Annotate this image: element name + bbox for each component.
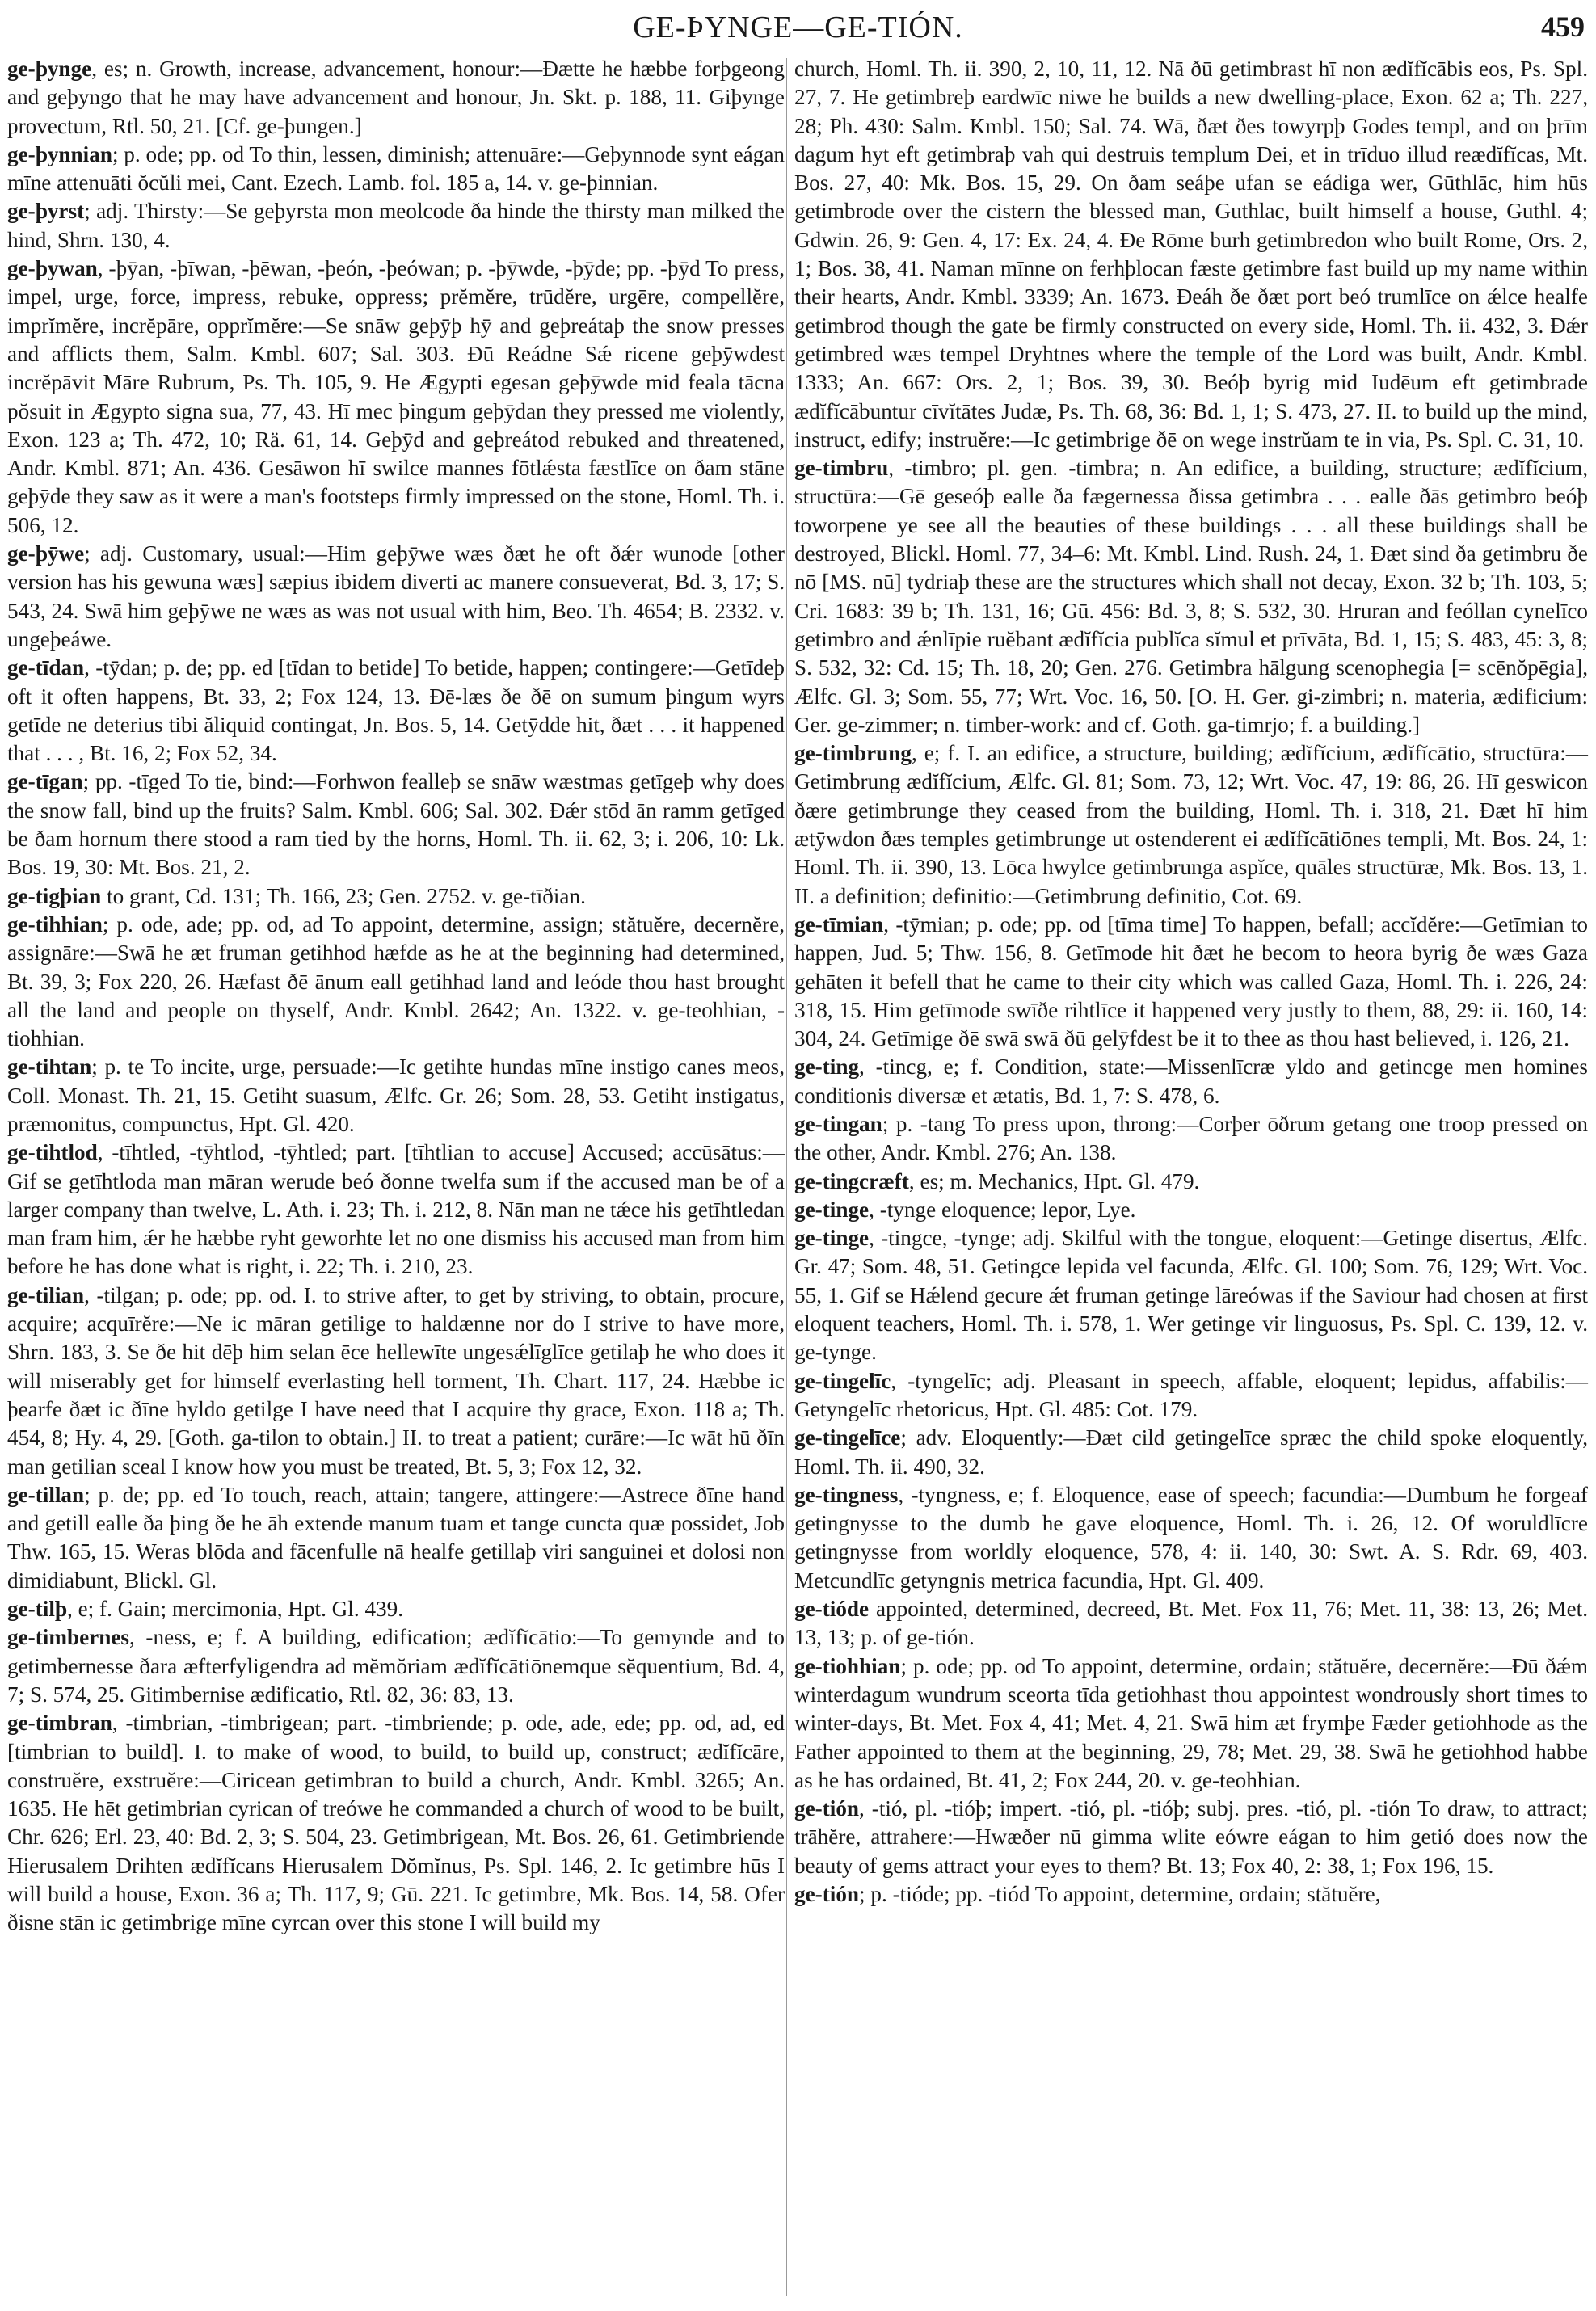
entry-headword: ge-tióde: [794, 1597, 870, 1622]
dictionary-entry: [794, 1424, 1588, 1481]
entry-headword: ge-timbran: [7, 1711, 112, 1736]
entry-definition: , -timbro; pl. gen. -timbra; n. An edifice, a building, structure; ædĭfĭcium, structūra:—Gē geseóþ ealle ða fægernessa ðissa getimbra . . . ealle ðās getimbro beóþ toworpene ye see all the beauties of these buildings . . . all these buildings shall be destroyed, Blickl. Homl. 77, 34–6: Mt. Kmbl. Lind. Rush. 24, 1. Ðæt sind ða getimbru ðe nō [MS. nū] tydriaþ these are the structures which shall not decay, Exon. 32 b; Th. 103, 5; Cri. 1683: 39 b; Th. 131, 16; Gū. 456: Bd. 3, 8; S. 532, 30. Hruran and feóllan cynelīco getimbro and ǽnlīpie ruĕbant ædĭfĭcia publĭca sĭmul et prīvāta, Bd. 1, 15; S. 483, 45: 3, 8; S. 532, 32: Cd. 15; Th. 18, 20; Gen. 276. Getimbra hālgung scenophegia [= scēnŏpēgia], Ælfc. Gl. 3; Som. 55, 77; Wrt. Voc. 16, 50. [O. H. Ger. gi-zimbri; n. materia, ædificium: Ger. ge-zimmer; n. timber-work: and cf. Goth. ga-timrjo; f. a building.]: [794, 456, 1588, 737]
dictionary-entry: [794, 739, 1588, 911]
entry-headword: ge-tihhian: [7, 911, 103, 937]
entry-definition: , -tynge eloquence; lepor, Lye.: [869, 1197, 1136, 1222]
entry-headword: ge-tilþ: [7, 1597, 67, 1622]
page-number: 459: [1541, 11, 1585, 43]
dictionary-entry: [7, 882, 785, 911]
entry-headword: ge-þȳwe: [7, 541, 85, 566]
entry-definition: ; p. ode; pp. od To thin, lessen, diminish; attenuāre:—Geþynnode synt eágan mīne attenuāti ŏcŭli mei, Cant. Ezech. Lamb. fol. 185 a, 14. v. ge-þinnian.: [7, 141, 785, 196]
dictionary-entry: [794, 1196, 1588, 1224]
entry-definition: ; pp. -tīged To tie, bind:—Forhwon fealleþ se snāw wæstmas getīgeþ why does the snow fall, bind up the fruits? Salm. Kmbl. 606; Sal. 302. Ðǽr stōd ān ramm getīged be ðam hornum there stood a ram tied by the horns, Homl. Th. ii. 62, 3; i. 206, 10: Lk. Bos. 19, 30: Mt. Bos. 21, 2.: [7, 769, 785, 880]
entry-headword: ge-tingelīce: [794, 1425, 901, 1450]
entry-definition: ; p. te To incite, urge, persuade:—Ic getihte hundas mīne instigo canes meos, Coll. Monast. Th. 21, 15. Getiht suasum, Ælfc. Gr. 26; Som. 28, 53. Getiht instigatus, præmonitus, compunctus, Hpt. Gl. 420.: [7, 1054, 785, 1136]
dictionary-entry: [7, 255, 785, 540]
dictionary-entry: [794, 911, 1588, 1053]
entry-headword: ge-þywan: [7, 256, 98, 281]
dictionary-entry: [794, 1110, 1588, 1168]
entry-definition: ; p. -tang To press upon, throng:—Corþer ōðrum getang one troop pressed on the other, Andr. Kmbl. 276; An. 138.: [794, 1111, 1588, 1165]
entry-definition: ; adj. Customary, usual:—Him geþȳwe wæs ðæt he oft ðǽr wunode [other version has his gewuna wæs] sæpius ibidem diverti ac manere consueverat, Bd. 3, 17; S. 543, 24. Swā him geþȳwe ne wæs as was not usual with him, Beo. Th. 4654; B. 2332. v. ungeþeáwe.: [7, 541, 785, 651]
entry-headword: ge-tingness: [794, 1482, 899, 1507]
dictionary-entry: [7, 55, 785, 141]
entry-headword: ge-tilian: [7, 1282, 85, 1307]
entry-definition: , -tingce, -tynge; adj. Skilful with the tongue, eloquent:—Getinge disertus, Ælfc. Gr. 47; Som. 48, 51. Getingce lepida vel facunda, Ælfc. Gl. 100; Som. 76, 129; Wrt. Voc. 55, 1. Gif se Hǽlend gecure ǽt fruman getinge lāreówas if the Saviour had chosen at first eloquent teachers, Homl. Th. i. 578, 1. Wer getinge vir linguosus, Ps. Spl. C. 139, 12. v. ge-tynge.: [794, 1226, 1588, 1365]
dictionary-entry: [794, 1795, 1588, 1880]
entry-definition: church, Homl. Th. ii. 390, 2, 10, 11, 12. Nā ðū getimbrast hī non ædĭfĭcābis eos, Ps. Spl. 27, 7. He getimbreþ eardwīc niwe he builds a new dwelling-place, Exon. 62 a; Th. 227, 28; Ph. 430: Salm. Kmbl. 150; Sal. 74. Wā, ðæt ðes towyrpþ Godes templ, and on þrīm dagum hyt eft getimbraþ vah qui destruis templum Dei, et in trīduo illud reædĭfĭcas, Mt. Bos. 27, 40: Mk. Bos. 15, 29. On ðam seáþe ufan se eádiga wer, Gūthlāc, him hūs getimbrode over the cistern the blessed man, Guthlac, built himself a house, Guthl. 4; Gdwin. 26, 9: Gen. 4, 17: Ex. 24, 4. Ðe Rōme burh getimbredon who built Rome, Ors. 2, 1; Bos. 38, 41. Naman mīnne on ferhþlocan fæste getimbre fast build up my name within their hearts, Andr. Kmbl. 3339; An. 1673. Ðeáh ðe ðæt port beó trumlīce on ǽlce healfe getimbrod though the gate be firmly constructed on every side, Homl. Th. ii. 432, 3. Ðǽr getimbred wæs tempel Dryhtnes where the temple of the Lord was built, Andr. Kmbl. 1333; An. 667: Ors. 2, 1; Bos. 39, 30. Beóþ byrig mid Iudēum eft getimbrade ædĭfĭcābuntur cīvĭtātes Judæ, Ps. Th. 68, 36: Bd. 1, 1; S. 473, 27. II. to build up the mind, instruct, edify; instruĕre:—Ic getimbrige ðē on wege instrŭam te in via, Ps. Spl. C. 31, 10.: [794, 57, 1588, 452]
entry-definition: , -tincg, e; f. Condition, state:—Missenlīcræ yldo and getincge men homines conditionis diversæ et ætatis, Bd. 1, 7: S. 478, 6.: [794, 1054, 1588, 1108]
entry-headword: ge-tinge: [794, 1226, 870, 1251]
entry-headword: ge-tillan: [7, 1482, 85, 1507]
entry-headword: ge-tīmian: [794, 911, 884, 937]
entry-headword: ge-tīdan: [7, 655, 85, 680]
entry-headword: ge-tiohhian: [794, 1653, 901, 1678]
entry-headword: ge-timbru: [794, 456, 889, 481]
dictionary-entry: [7, 1481, 785, 1595]
entry-definition: ; p. ode, ade; pp. od, ad To appoint, determine, assign; stătuĕre, decernĕre, assignāre:—Swā he æt fruman getihhod hæfde as he at the beginning had determined, Bt. 39, 3; Fox 220, 26. Hæfast ðē ānum eall getihhad land and leóde thou hast brought all the land and people on thyself, Andr. Kmbl. 2642; An. 1322. v. ge-teohhian, -tiohhian.: [7, 911, 785, 1051]
entry-headword: ge-tihtan: [7, 1054, 92, 1080]
dictionary-entry: [794, 1224, 1588, 1366]
entry-definition: appointed, determined, decreed, Bt. Met. Fox 11, 76; Met. 11, 38: 13, 26; Met. 13, 13; p. of ge-tión.: [794, 1597, 1588, 1650]
dictionary-entry: [7, 768, 785, 882]
dictionary-entry: [7, 911, 785, 1053]
entry-headword: ge-timbrung: [794, 741, 912, 766]
dictionary-entry: [7, 197, 785, 255]
entry-definition: ; adv. Eloquently:—Ðæt cild getingelīce spræc the child spoke eloquently, Homl. Th. ii. 490, 32.: [794, 1425, 1588, 1479]
entry-headword: ge-tinge: [794, 1197, 870, 1222]
entry-definition: ; p. de; pp. ed To touch, reach, attain; tangere, attingere:—Astrece ðīne hand and getill ealle ða þing ðe he āh extende manum tuam et tange cuncta quæ possidet, Job Thw. 165, 15. Weras blōda and fācenfulle nā healfe getillaþ viri sanguinei et dolosi non dimidiabunt, Blickl. Gl.: [7, 1482, 785, 1593]
dictionary-entry: [7, 654, 785, 768]
page-header: [0, 6, 1596, 55]
entry-headword: ge-tión: [794, 1882, 860, 1906]
entry-definition: , -tilgan; p. ode; pp. od. I. to strive after, to get by striving, to obtain, procure, acquire; acquīrĕre:—Ne ic māran getilige to haldænne nor do I strive to have more, Shrn. 183, 3. Se ðe hit dēþ him selan ēce hellewīte ungesǽlīglīce getilaþ he who does it will miserably get for himself everlasting hell torment, Th. Chart. 117, 24. Hæbbe ic þearfe ðæt ic ðīne hyldo getilge I have need that I acquire thy grace, Exon. 118 a; Th. 454, 8; Hy. 4, 29. [Goth. ga-tilon to obtain.] II. to treat a patient; curāre:—Ic wāt hū ðīn man getilian sceal I know how you must be treated, Bt. 5, 3; Fox 12, 32.: [7, 1282, 785, 1479]
dictionary-entry: [7, 1282, 785, 1481]
entry-headword: ge-tigþian: [7, 883, 102, 908]
dictionary-entry: [7, 1139, 785, 1281]
dictionary-entry: [794, 1880, 1588, 1909]
entry-definition: , -tyngness, e; f. Eloquence, ease of speech; facundia:—Dumbum he forgeaf getingnysse to the dumb he gave eloquence, Homl. Th. i. 26, 12. Of woruldlīcre getingnysse from worldly eloquence, 578, 4: ii. 140, 30: Swt. A. S. Rdr. 69, 403. Metcundlīc getyngnis metrica facundia, Hpt. Gl. 409.: [794, 1482, 1588, 1593]
dictionary-entry: [7, 1709, 785, 1937]
entry-definition: , es; m. Mechanics, Hpt. Gl. 479.: [908, 1168, 1200, 1193]
entry-headword: ge-timbernes: [7, 1625, 129, 1650]
entry-headword: ge-tīgan: [7, 769, 83, 794]
left-column: [7, 55, 785, 1938]
entry-headword: ge-þynnian: [7, 141, 112, 166]
entry-definition: , -tȳdan; p. de; pp. ed [tīdan to betide] To betide, happen; contingere:—Getīdeþ oft it often happens, Bt. 33, 2; Fox 124, 13. Ðē-læs ðe ðē on sumum þingum wyrs getīde ne deterius tibi ăliquid contingat, Jn. Bos. 5, 14. Getȳdde hit, ðæt . . . it happened that . . . , Bt. 16, 2; Fox 52, 34.: [7, 655, 785, 766]
dictionary-entry: [794, 1595, 1588, 1652]
entry-definition: , e; f. Gain; mercimonia, Hpt. Gl. 439.: [67, 1597, 404, 1622]
entry-headword: ge-þyrst: [7, 199, 85, 224]
dictionary-entry: [794, 1652, 1588, 1795]
entry-definition: , -tió, pl. -tióþ; impert. -tió, pl. -tióþ; subj. pres. -tió, pl. -tión To draw, to attract; trāhĕre, attrahere:—Hwæðer nū gimma wlite eówre eágan to him getió does now the beauty of gems attract your eyes to them? Bt. 13; Fox 40, 2: 38, 1; Fox 196, 15.: [794, 1796, 1588, 1878]
entry-headword: ge-tihtlod: [7, 1140, 98, 1165]
entry-headword: ge-ting: [794, 1054, 860, 1080]
entry-headword: ge-þynge: [7, 57, 92, 81]
running-head: GE-ÞYNGE—GE-TIÓN.: [633, 11, 963, 44]
entry-headword: ge-tingan: [794, 1111, 882, 1136]
entry-headword: ge-tingelīc: [794, 1368, 891, 1393]
column-divider: [786, 58, 787, 2296]
dictionary-entry: [794, 1168, 1588, 1196]
entry-definition: , -timbrian, -timbrigean; part. -timbriende; p. ode, ade, ede; pp. od, ad, ed [timbrian to build]. I. to make of wood, to build, to build up, construct; ædĭfĭcāre, construĕre, exstruĕre:—Ciricean getimbran to build a church, Andr. Kmbl. 3265; An. 1635. He hēt getimbrian cyrican of treówe he commanded a church of wood to be built, Chr. 626; Erl. 23, 40: Bd. 2, 3; S. 504, 23. Getimbrigean, Mt. Bos. 26, 61. Getimbriende Hierusalem Drihten ædĭfĭcans Hierusalem Dŏmĭnus, Ps. Spl. 146, 2. Ic getimbre hūs I will build a house, Exon. 36 a; Th. 117, 9; Gū. 221. Ic getimbre, Mk. Bos. 14, 58. Ofer ðisne stān ic getimbrige mīne cyrcan over this stone I will build my: [7, 1711, 785, 1935]
entry-definition: , -þȳan, -þīwan, -þēwan, -þeón, -þeówan; p. -þȳwde, -þȳde; pp. -þȳd To press, impel, urge, force, impress, rebuke, oppress; prĕmĕre, trūdĕre, urgēre, compellĕre, imprĭmĕre, incrĕpāre, opprĭmĕre:—Se snāw geþȳþ hȳ and geþreátaþ the snow presses and afflicts them, Salm. Kmbl. 607; Sal. 303. Ðū Reádne Sǽ ricene geþȳwdest incrĕpāvit Māre Rubrum, Ps. Th. 105, 9. He Ægypti egesan geþȳwde mid feala tācna pŏsuit in Ægypto signa sua, 77, 43. Hī mec þingum geþȳdan they pressed me violently, Exon. 123 a; Th. 472, 10; Rä. 61, 14. Geþȳd and geþreátod rebuked and threatened, Andr. Kmbl. 871; An. 436. Gesāwon hī swilce mannes fōtlǽsta fæstlīce on ðam stāne geþȳde they saw as it were a man's footsteps firmly impressed on the stone, Homl. Th. i. 506, 12.: [7, 256, 785, 537]
dictionary-entry: [7, 1053, 785, 1139]
entry-definition: ; adj. Thirsty:—Se geþyrsta mon meolcode ða hinde the thirsty man milked the hind, Shrn. 130, 4.: [7, 199, 785, 252]
dictionary-entry: [7, 141, 785, 198]
dictionary-entry: [7, 1623, 785, 1709]
entry-definition: to grant, Cd. 131; Th. 166, 23; Gen. 2752. v. ge-tīðian.: [101, 883, 586, 908]
entry-definition: , -ness, e; f. A building, edification; ædĭfĭcātio:—To gemynde and to getimbernesse ðara æfterfyligendra ad mĕmŏriam ædĭfĭcātiōnemque sĕquentium, Bd. 4, 7; S. 574, 25. Gitimbernise ædificatio, Rtl. 82, 36: 83, 13.: [7, 1625, 785, 1707]
entry-definition: , es; n. Growth, increase, advancement, honour:—Ðætte he hæbbe forþgeong and geþyngo that he may have advancement and honour, Jn. Skt. p. 188, 11. Giþynge provectum, Rtl. 50, 21. [Cf. ge-þungen.]: [7, 57, 785, 138]
dictionary-entry: [7, 1595, 785, 1623]
dictionary-entry: [794, 55, 1588, 454]
entry-definition: , -tyngelīc; adj. Pleasant in speech, affable, eloquent; lepidus, affabilis:—Getyngelīc rhetoricus, Hpt. Gl. 485: Cot. 179.: [794, 1368, 1588, 1421]
dictionary-entry: [794, 1053, 1588, 1110]
entry-definition: , -tȳmian; p. ode; pp. od [tīma time] To happen, befall; accĭdĕre:—Getīmian to happen, Jud. 5; Thw. 156, 8. Getīmode hit ðæt he becom to heora byrig ðe wæs Gaza gehāten it befell that he came to their city which was called Gaza, Homl. Th. i. 226, 24: 318, 15. Him getīmode swīðe rihtlīce it happened very justly to them, 88, 29: ii. 160, 14: 304, 24. Getīmige ðē swā swā ðū gelȳfdest be it to thee as thou hast believed, i. 126, 21.: [794, 911, 1588, 1051]
entry-definition: , -tīhtled, -tȳhtlod, -tȳhtled; part. [tīhtlian to accuse] Accused; accūsātus:—Gif se getīhtloda man māran werude beó ðonne twelfa sum if the accused man be of a larger company than twelve, L. Ath. i. 23; Th. i. 212, 8. Nān man ne tǽce his getīhtledan man fram him, ǽr he hæbbe ryht geworhte let no one dismiss his accused man from him before he has done what is right, i. 22; Th. i. 210, 23.: [7, 1140, 785, 1279]
dictionary-entry: [794, 1367, 1588, 1425]
right-column: [794, 55, 1588, 1909]
entry-headword: ge-tingcræft: [794, 1168, 909, 1193]
entry-definition: , e; f. I. an edifice, a structure, building; ædĭfĭcium, ædĭfĭcātio, structūra:—Getimbrung ædĭfĭcium, Ælfc. Gl. 81; Som. 73, 12; Wrt. Voc. 47, 19: 86, 26. Hī geswicon ðære getimbrunge they ceased from the building, Homl. Th. i. 318, 21. Ðæt hī him ætȳwdon ðæs temples getimbrunge ut ostenderent ei ædĭfĭcātiōnes templi, Mt. Bos. 24, 1: Homl. Th. ii. 390, 13. Lōca hwylce getimbrunga aspĭce, quāles structūræ, Mk. Bos. 13, 1. II. a definition; definitio:—Getimbrung definitio, Cot. 69.: [794, 741, 1588, 908]
dictionary-entry: [7, 540, 785, 654]
dictionary-entry: [794, 454, 1588, 739]
entry-definition: ; p. -tióde; pp. -tiód To appoint, determine, ordain; stătuĕre,: [859, 1882, 1381, 1906]
entry-headword: ge-tión: [794, 1796, 860, 1821]
dictionary-entry: [794, 1481, 1588, 1595]
entry-definition: ; p. ode; pp. od To appoint, determine, ordain; stătuĕre, decernĕre:—Ðū ðǽm winterdagum wundrum sceorta tīda getiohhast thou appointest wondrously short times to winter-days, Bt. Met. Fox 4, 41; Met. 4, 21. Swā him æt frymþe Fæder getiohhode as the Father appointed to them at the beginning, 29, 78; Met. 29, 38. Swā he getiohhod habbe as he has ordained, Bt. 41, 2; Fox 244, 20. v. ge-teohhian.: [794, 1653, 1588, 1792]
